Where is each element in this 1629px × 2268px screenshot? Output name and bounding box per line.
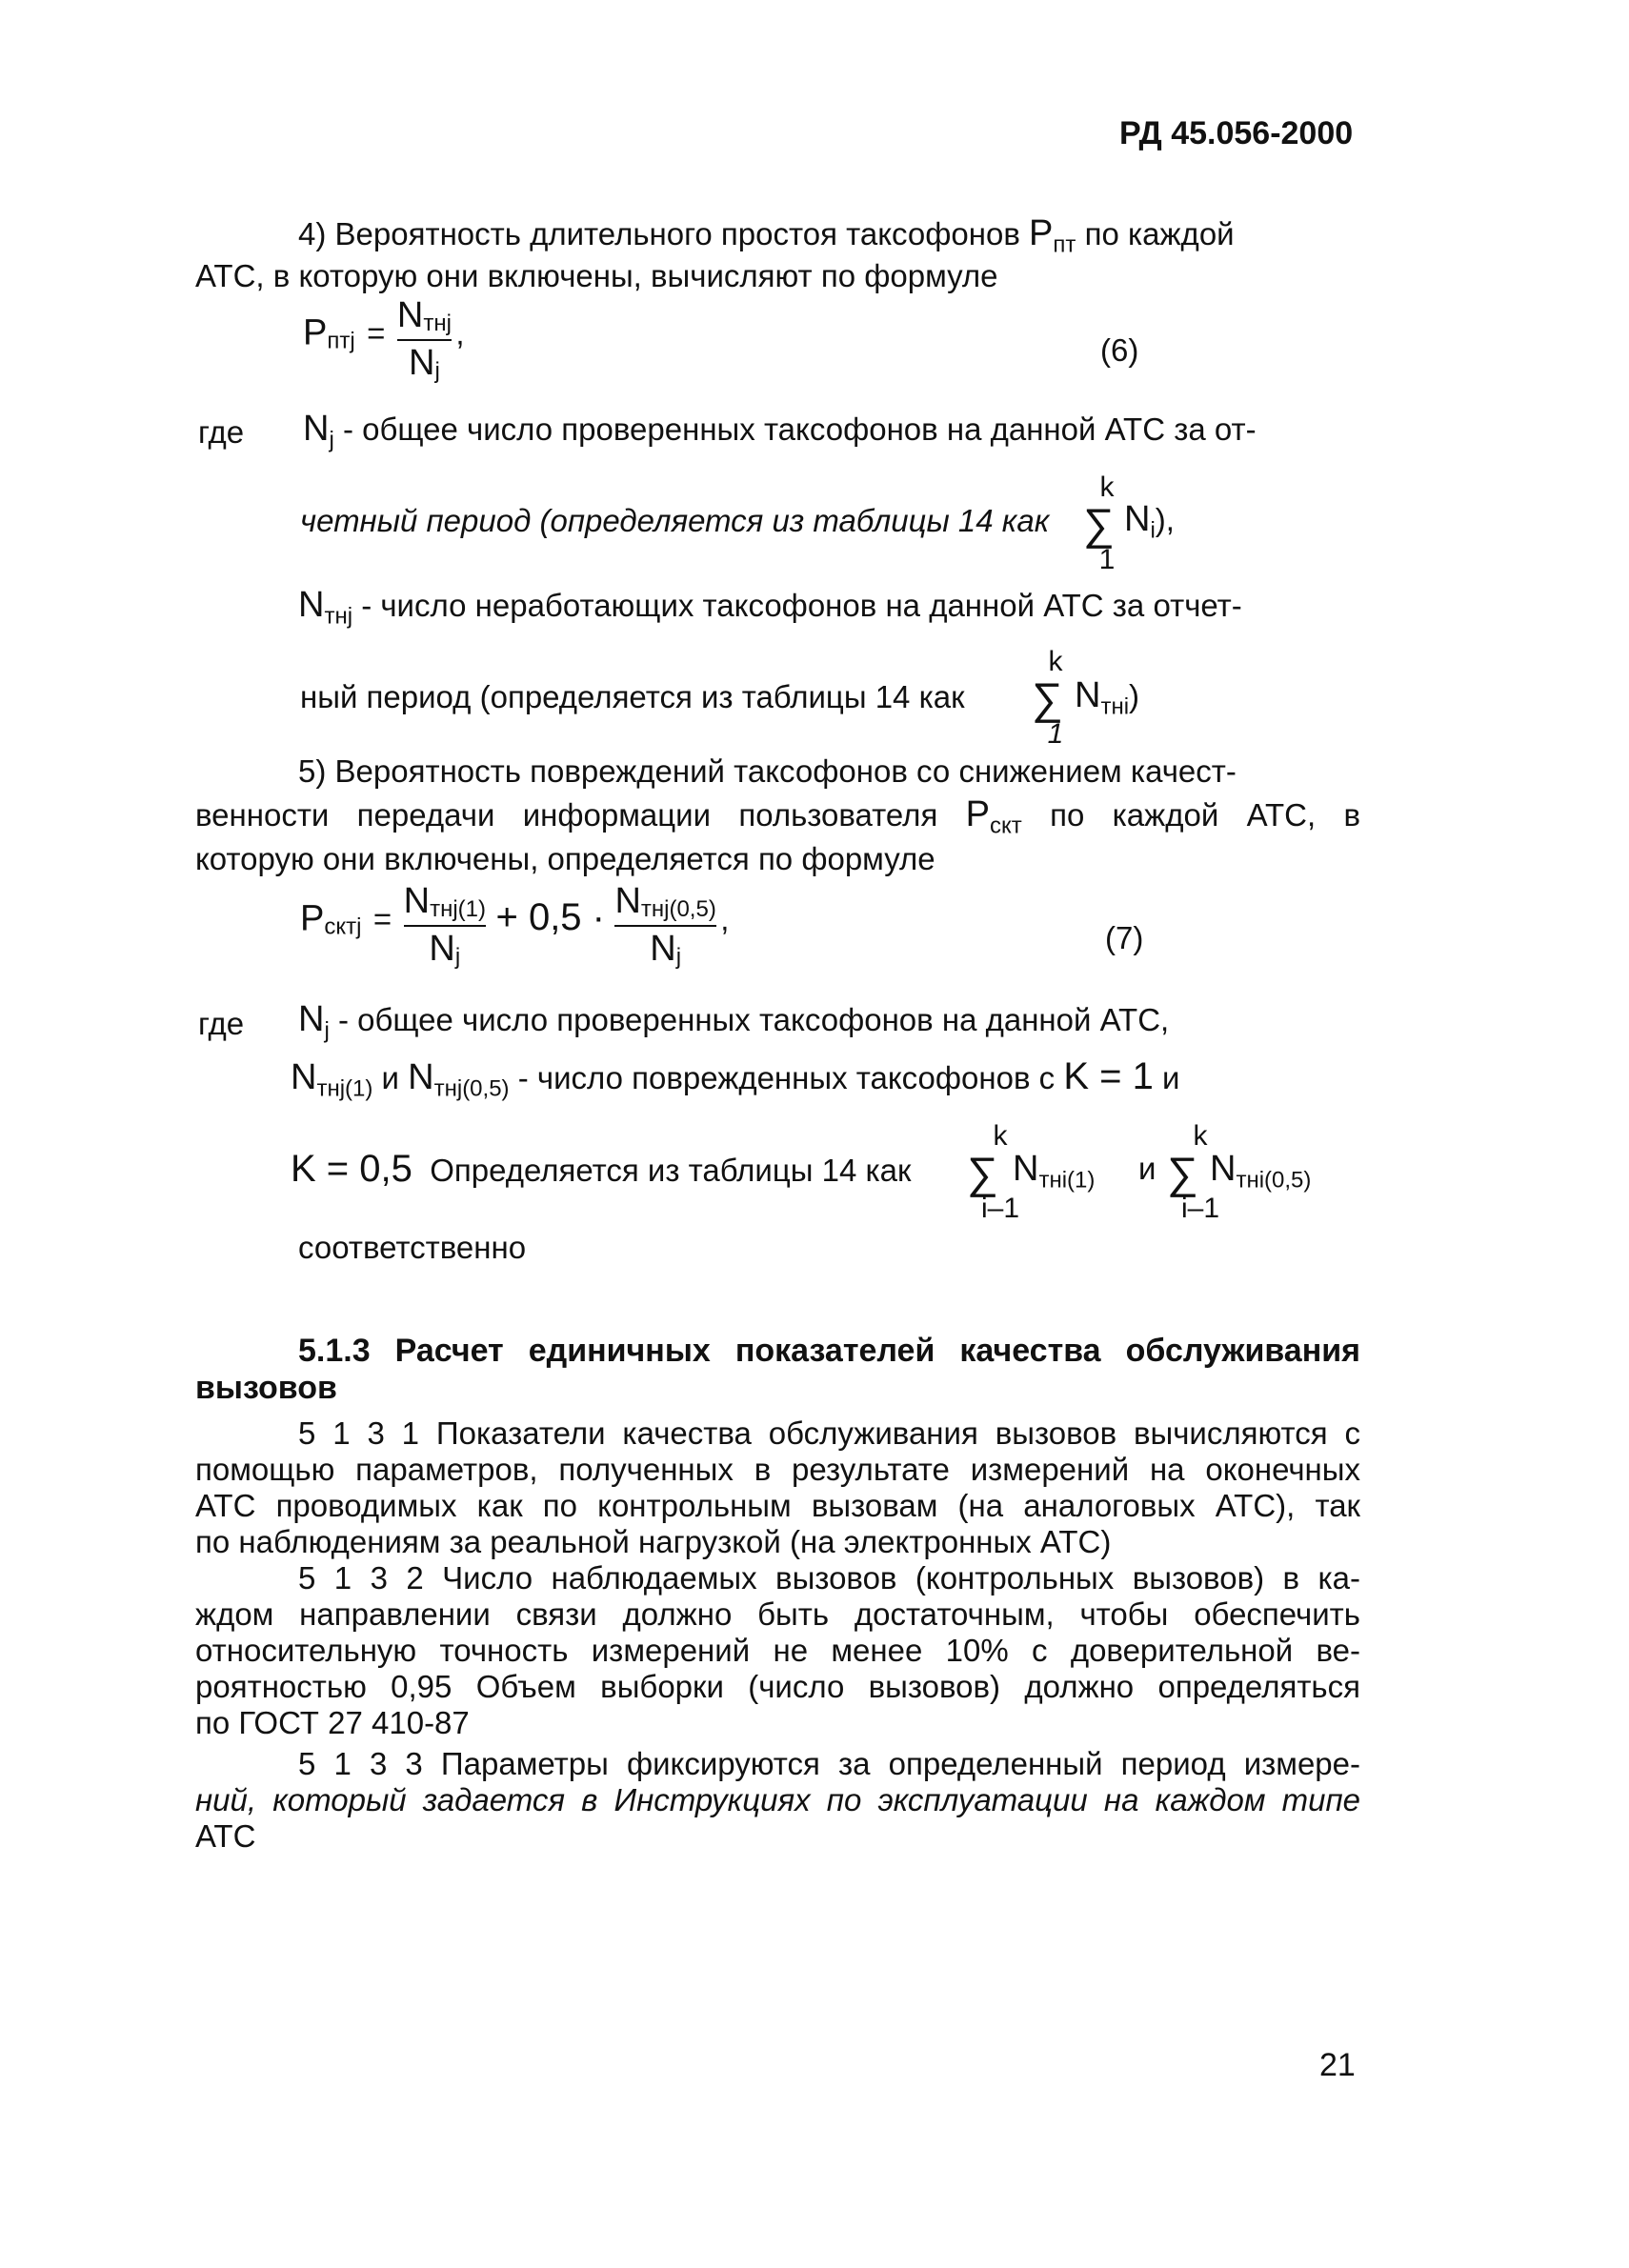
sum2-bottom: 1 xyxy=(1047,718,1064,750)
where2-and3: и xyxy=(1138,1151,1156,1186)
formula6-eq: = xyxy=(367,315,386,351)
where2-n2-sub: тнj(0,5) xyxy=(433,1075,510,1102)
sum2-term xyxy=(1075,676,1139,727)
sum1-sigma: ∑ xyxy=(1083,499,1115,549)
clause-5132-line3: относительную точность измерений не менее 10% с доверительной ве- xyxy=(195,1633,1360,1668)
clause-5131-line2: помощью параметров, полученных в результате измерений на оконечных xyxy=(195,1452,1360,1487)
nthj-subscript: тнj xyxy=(324,603,353,630)
sum1-sub: i xyxy=(1150,517,1156,544)
sum2 xyxy=(1032,648,1079,749)
sum3-sigma: ∑ xyxy=(967,1148,998,1197)
where2-k05: K = 0,5 xyxy=(291,1148,412,1190)
sum2-sigma: ∑ xyxy=(1032,673,1063,723)
clause-5132-line2: ждом направлении связи должно быть достаточным, чтобы обеспечить xyxy=(195,1596,1360,1632)
clause-5133-line2: ний, который задается в Инструкциях по эксплуатации на каждом типе xyxy=(195,1782,1360,1817)
where2-resp: соответственно xyxy=(298,1230,527,1265)
where2-det-text: Определяется из таблицы 14 как xyxy=(430,1153,912,1188)
sum2-top: k xyxy=(1048,646,1063,677)
sum1-top: k xyxy=(1099,472,1115,503)
where2-and2: и xyxy=(1162,1060,1180,1095)
p5-subscript: скт xyxy=(990,813,1022,839)
sum2-n: N xyxy=(1075,675,1101,715)
formula-7 xyxy=(300,881,729,971)
clause-5131-line4: по наблюдениям за реальной нагрузкой (на электронных АТС) xyxy=(195,1524,1112,1559)
p5-line2-a: венности передачи информации пользователя xyxy=(195,797,938,833)
formula7-lhs-p: P xyxy=(300,898,325,939)
p-symbol: P xyxy=(1029,213,1054,253)
clause-5131-line3: АТС проводимых как по контрольным вызовам (на аналоговых АТС), так xyxy=(195,1488,1360,1523)
formula-6 xyxy=(303,295,465,385)
nthj-symbol: N xyxy=(298,585,325,625)
formula7-f2-num-n: N xyxy=(614,881,641,921)
where2-and: и xyxy=(381,1060,399,1095)
p4-line1-text-a: 4) Вероятность длительного простоя таксофонов xyxy=(298,216,1020,251)
section-heading-line1: 5.1.3 Расчет единичных показателей качества обслуживания xyxy=(298,1333,1360,1369)
formula7-f1-den-sub: j xyxy=(454,944,461,971)
formula6-lhs-sub: птj xyxy=(327,328,355,354)
p5-line2-b: по каждой АТС, в xyxy=(1050,797,1361,833)
clause-5132-line5: по ГОСТ 27 410-87 xyxy=(195,1705,470,1740)
formula6-bar xyxy=(397,339,452,341)
nj-desc-a: - общее число проверенных таксофонов на данной АТС за от- xyxy=(342,411,1257,447)
where2-k1: K = 1 xyxy=(1063,1055,1154,1097)
formula7-f1-num-n: N xyxy=(403,881,431,921)
sum1-end: ), xyxy=(1155,502,1175,537)
p5-line3: которую они включены, определяется по формуле xyxy=(195,841,935,876)
formula7-f2-den-n: N xyxy=(650,929,676,970)
formula6-number: (6) xyxy=(1100,332,1139,368)
where2-nj-line xyxy=(298,1000,1169,1051)
formula6-lhs-p: P xyxy=(303,312,328,353)
sum3-term xyxy=(1013,1150,1095,1200)
where2-n2: N xyxy=(408,1057,434,1097)
sum3-bottom: i–1 xyxy=(980,1193,1020,1224)
p5-line2 xyxy=(195,795,1360,846)
formula7-f2-num-sub: тнj(0,5) xyxy=(640,896,716,923)
nthj-desc-a: - число неработающих таксофонов на данной АТС за отчет- xyxy=(361,588,1242,623)
formula7-f2-bar xyxy=(614,925,715,927)
clause-5132-line4: роятностью 0,95 Объем выборки (число вызовов) должно определяться xyxy=(195,1669,1360,1704)
formula6-den-n: N xyxy=(408,343,435,384)
formula7-lhs-sub: сктj xyxy=(324,913,362,940)
formula6-num-sub: тнj xyxy=(423,311,452,337)
formula7-eq: = xyxy=(372,901,392,937)
clause-5133-line1: 5 1 3 3 Параметры фиксируются за определенный период измере- xyxy=(298,1746,1360,1781)
clause-5131-line1: 5 1 3 1 Показатели качества обслуживания вызовов вычисляются с xyxy=(298,1415,1360,1451)
where1-gde: где xyxy=(198,414,245,450)
sum2-end: ) xyxy=(1129,678,1140,713)
formula7-fraction1 xyxy=(404,881,486,971)
nj-symbol: N xyxy=(303,409,330,449)
p5-line1: 5) Вероятность повреждений таксофонов со снижением качест- xyxy=(298,753,1237,789)
sum1-term xyxy=(1124,500,1175,551)
clause-5133-line3: АТС xyxy=(195,1818,256,1854)
formula7-plus: + 0,5 · xyxy=(495,896,605,939)
section-heading-line2: вызовов xyxy=(195,1370,337,1406)
sum4-top: k xyxy=(1193,1120,1208,1152)
where1-nthj-line-a xyxy=(298,586,1242,636)
document-code: РД 45.056-2000 xyxy=(1119,115,1354,151)
formula7-f1-den-n: N xyxy=(429,929,455,970)
where1-nj-line-a xyxy=(303,410,1257,460)
where2-nj-sub: j xyxy=(324,1017,330,1044)
sum4-sigma: ∑ xyxy=(1167,1148,1198,1197)
sum4-n: N xyxy=(1210,1149,1237,1189)
formula6-num-n: N xyxy=(396,295,424,335)
formula6-den-sub: j xyxy=(434,358,440,385)
where2-text-k: - число поврежденных таксофонов с xyxy=(517,1060,1056,1095)
sum1-n: N xyxy=(1124,499,1151,539)
clause-5132-line1: 5 1 3 2 Число наблюдаемых вызовов (контрольных вызовов) в ка- xyxy=(298,1560,1360,1596)
formula7-fraction2 xyxy=(614,881,715,971)
sum1-bottom: 1 xyxy=(1098,544,1116,575)
where1-nj-line-b: четный период (определяется из таблицы 14 как xyxy=(300,503,1050,538)
where2-n1: N xyxy=(291,1057,317,1097)
formula7-number: (7) xyxy=(1105,920,1144,955)
sum3-sub: тнi(1) xyxy=(1038,1167,1096,1194)
formula7-f1-bar xyxy=(404,925,486,927)
sum4-term xyxy=(1210,1150,1311,1200)
formula7-f1-num-sub: тнj(1) xyxy=(430,896,487,923)
where2-nj-symbol: N xyxy=(298,999,325,1039)
nj-subscript: j xyxy=(329,427,334,453)
sum3-top: k xyxy=(993,1120,1008,1152)
p-subscript: пт xyxy=(1053,231,1076,258)
p4-line2: АТС, в которую они включены, вычисляют по формуле xyxy=(195,258,998,293)
sum4-sub: тнi(0,5) xyxy=(1236,1167,1312,1194)
formula7-comma: , xyxy=(720,901,730,937)
where1-nthj-line-b: ный период (определяется из таблицы 14 как xyxy=(300,679,965,714)
formula6-fraction xyxy=(397,295,452,385)
sum4-bottom: i–1 xyxy=(1180,1193,1220,1224)
where2-n1-sub: тнj(1) xyxy=(316,1075,373,1102)
sum3-n: N xyxy=(1013,1149,1039,1189)
page-number: 21 xyxy=(1319,2047,1356,2083)
p4-line1-text-b: по каждой xyxy=(1084,216,1235,251)
p5-symbol-p: P xyxy=(965,794,990,834)
where2-gde: где xyxy=(198,1006,245,1041)
where2-nthj-line xyxy=(291,1057,1179,1109)
where2-nj-desc: - общее число проверенных таксофонов на данной АТС, xyxy=(337,1002,1170,1037)
sum2-sub: тнi xyxy=(1100,693,1130,720)
formula7-f2-den-sub: j xyxy=(675,944,682,971)
formula6-comma: , xyxy=(455,315,465,351)
where2-k05-line xyxy=(291,1150,911,1190)
